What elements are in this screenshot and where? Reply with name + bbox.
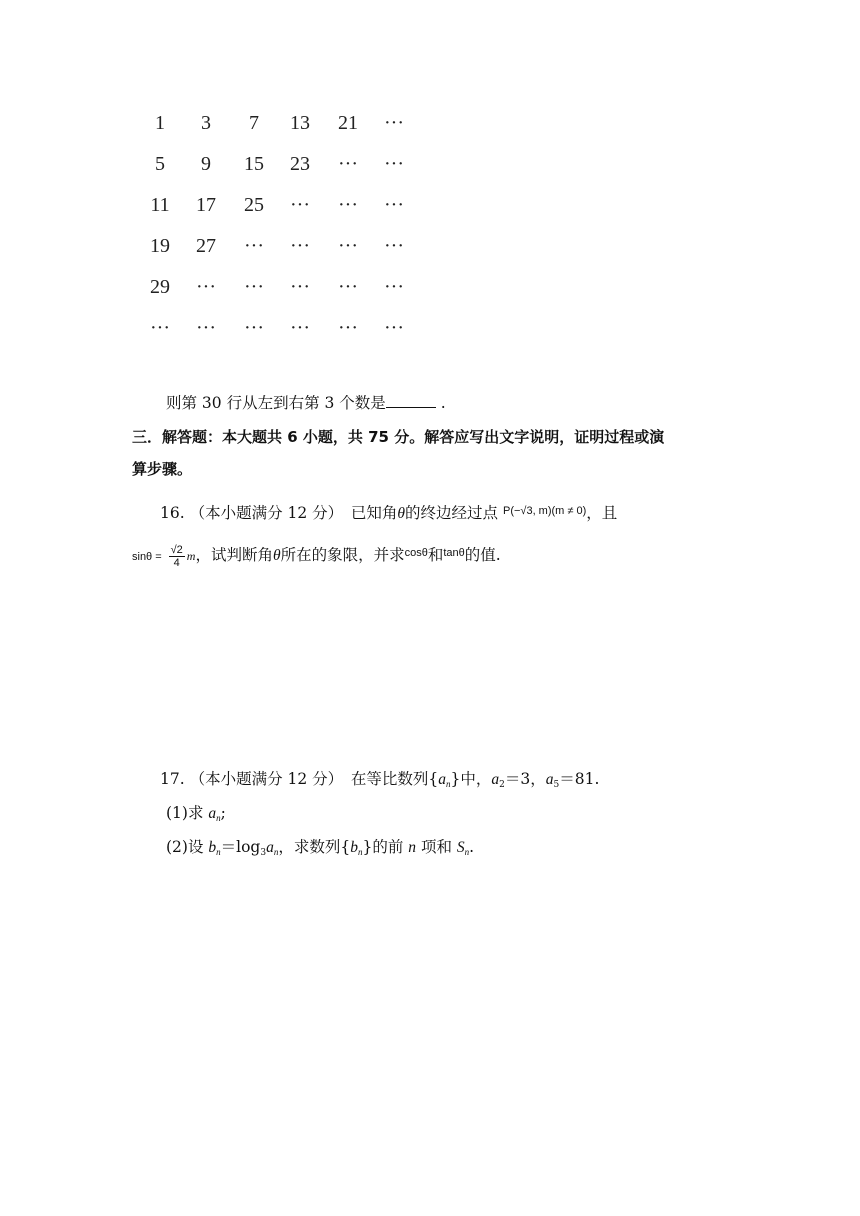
answer-blank[interactable] (386, 393, 436, 408)
grid-cell: ··· (290, 276, 310, 298)
grid-cell: 19 (150, 235, 170, 257)
grid-cell: ··· (384, 112, 404, 134)
grid-cell: 9 (201, 153, 211, 175)
grid-cell: ··· (244, 317, 264, 339)
grid-cell: ··· (290, 235, 310, 257)
grid-cell: 7 (249, 112, 259, 134)
question-17-part1: (1)求 $a_n$; (166, 804, 226, 823)
grid-cell: 29 (150, 276, 170, 298)
question-15-text: 则第 30 行从左到右第 3 个数是 . (166, 394, 446, 412)
grid-cell: ··· (150, 317, 170, 339)
question-17-part2: (2)设 $b_n=\log_3a_n$，求数列$\{b_n\}$的前 n 项和 $S_n$. (166, 838, 475, 858)
grid-cell: ··· (196, 317, 216, 339)
grid-cell: 17 (196, 194, 216, 216)
point-p-formula: P(−√3, m)(m ≠ 0) (502, 505, 587, 517)
grid-cell: ··· (384, 194, 404, 216)
grid-cell: 27 (196, 235, 216, 257)
question-16-line1: 16. （本小题满分 12 分） 已知角θ的终边经过点 $^{P(-√3, m)(m \ne 0)}$，且 (160, 504, 618, 522)
grid-cell: ··· (338, 317, 358, 339)
grid-cell: ··· (384, 235, 404, 257)
grid-cell: ··· (244, 276, 264, 298)
grid-cell: 25 (244, 194, 264, 216)
grid-cell: ··· (290, 317, 310, 339)
grid-cell: ··· (338, 276, 358, 298)
grid-cell: 11 (150, 194, 170, 216)
grid-cell: 15 (244, 153, 264, 175)
grid-cell: ··· (338, 153, 358, 175)
question-17-line1: 17. （本小题满分 12 分） 在等比数列$\{a_n\}$中，$a_2=3$，$a_5=81$. (160, 770, 600, 790)
grid-cell: 21 (338, 112, 358, 134)
grid-cell: ··· (384, 153, 404, 175)
grid-row (150, 272, 450, 302)
grid-cell: ··· (244, 235, 264, 257)
fraction-sqrt2-over-4: $\frac{√2}{4}$ (170, 543, 183, 569)
grid-cell: 5 (155, 153, 165, 175)
question-16-line2: sinθ = $\frac{√2}{4}$ m，试判断角θ所在的象限，并求$^{cos\theta}$和$^{tan\theta}$的值. (132, 543, 501, 569)
grid-row (150, 231, 450, 261)
grid-cell: 3 (201, 112, 211, 134)
grid-cell: 1 (155, 112, 165, 134)
grid-cell: ··· (384, 276, 404, 298)
grid-row (150, 108, 450, 138)
grid-row (150, 313, 450, 343)
grid-cell: ··· (290, 194, 310, 216)
grid-row (150, 149, 450, 179)
grid-row (150, 190, 450, 220)
grid-cell: ··· (384, 317, 404, 339)
grid-cell: 23 (290, 153, 310, 175)
section-3-heading-cont: 算步骤。 (132, 460, 193, 478)
grid-cell: ··· (338, 194, 358, 216)
grid-cell: 13 (290, 112, 310, 134)
section-3-heading: 三．解答题：本大题共 6 小题，共 75 分。解答应写出文字说明，证明过程或演 (132, 428, 665, 446)
grid-cell: ··· (338, 235, 358, 257)
grid-cell: ··· (196, 276, 216, 298)
